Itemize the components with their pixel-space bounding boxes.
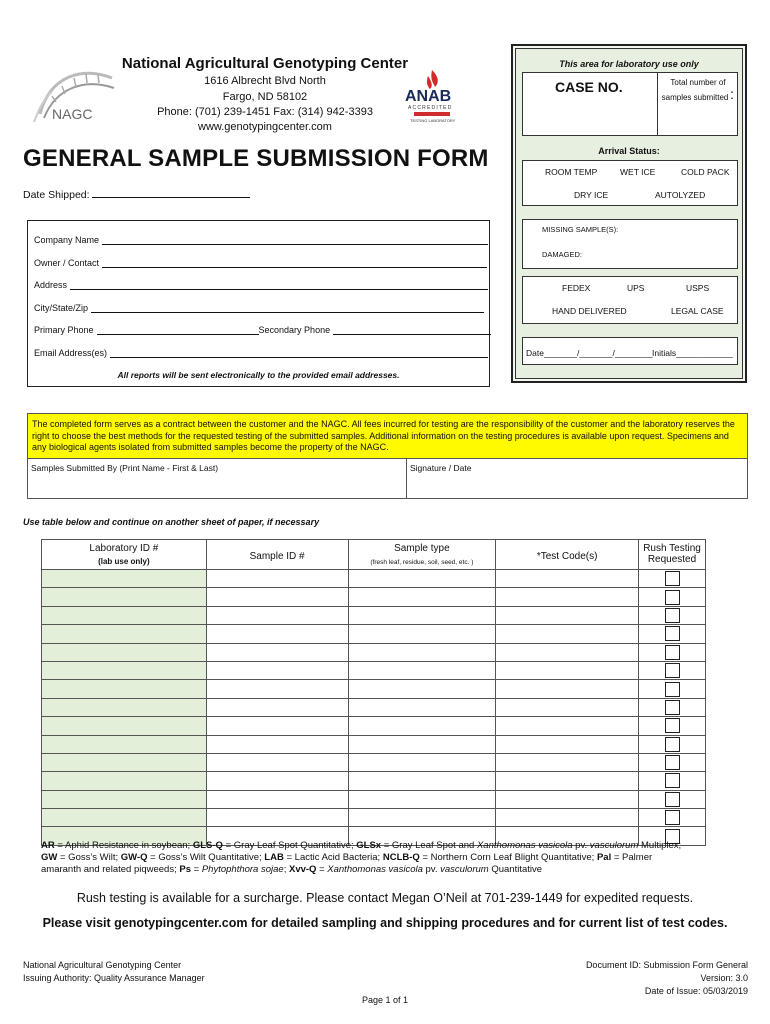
lab-use-heading: This area for laboratory use only [559,59,699,69]
code-gw: GW [41,852,58,864]
sample-id-cell[interactable] [206,643,348,661]
code-sep: ; [283,864,289,876]
secondary-phone-label: Secondary Phone [258,325,331,335]
sample-id-cell[interactable] [206,588,348,606]
code-pal-desc: = Palmer [611,852,653,864]
lab-id-cell[interactable] [42,625,207,643]
table-note: Use table below and continue on another sheet of paper, if necessary [23,517,320,527]
owner-contact-line[interactable] [102,259,487,268]
rush-cell[interactable] [639,772,706,790]
rush-checkbox[interactable] [665,810,680,825]
rush-checkbox[interactable] [665,626,680,641]
lab-id-cell[interactable] [42,809,207,827]
arrival-status-label: Arrival Status: [598,146,660,156]
code-ar: AR [41,840,55,851]
lab-id-cell[interactable] [42,772,207,790]
sample-id-cell[interactable] [206,625,348,643]
col-lab-id-label: Laboratory ID # [89,543,159,554]
test-code-cell[interactable] [496,809,639,827]
rush-checkbox[interactable] [665,718,680,733]
rush-checkbox[interactable] [665,792,680,807]
col-lab-id-sub: (lab use only) [98,557,150,566]
sample-type-cell[interactable] [348,698,496,716]
table-row [42,735,706,753]
code-vasculorum-2: vasculorum [440,864,489,876]
test-code-cell[interactable] [496,588,639,606]
test-code-cell[interactable] [496,698,639,716]
code-pal: Pal [596,852,612,864]
phone-fields[interactable] [34,325,491,335]
test-code-cell[interactable] [496,606,639,624]
rush-checkbox[interactable] [665,773,680,788]
code-glsq: GLS-Q [192,840,223,851]
fedex-option[interactable]: FEDEX [562,283,591,293]
code-glsx: GLSx [356,840,382,851]
rush-cell[interactable] [639,643,706,661]
total-samples-colon: : [730,86,734,102]
case-no-label: CASE NO. [555,79,623,95]
code-vasculorum-1: vasculorum [589,840,639,851]
table-row [42,588,706,606]
primary-phone-label: Primary Phone [34,325,94,335]
submitted-by-label: Samples Submitted By (Print Name - First & Last) [31,463,219,473]
code-glsx-desc: = Gray Leaf Spot and [381,840,477,851]
code-lab: LAB [264,852,284,864]
signature-divider [406,459,407,499]
lab-id-cell[interactable] [42,588,207,606]
test-code-cell[interactable] [496,643,639,661]
missing-samples-label: MISSING SAMPLE(S): [542,225,619,234]
code-xvvq: Xvv-Q [288,864,317,876]
sample-type-cell[interactable] [348,661,496,679]
lab-id-cell[interactable] [42,717,207,735]
legal-case-option[interactable]: LEGAL CASE [671,306,724,316]
lab-id-cell[interactable] [42,570,207,588]
rush-checkbox[interactable] [665,663,680,678]
rush-checkbox[interactable] [665,737,680,752]
sample-type-cell[interactable] [348,588,496,606]
lab-id-cell[interactable] [42,643,207,661]
footer-org: National Agricultural Genotyping Center [23,960,182,970]
test-code-cell[interactable] [496,661,639,679]
code-nclbq-desc: = Northern Corn Leaf Blight Quantitative; [419,852,597,864]
col-sample-type-label: Sample type [394,543,450,554]
table-row [42,698,706,716]
nagc-logo-text: NAGC [52,106,93,122]
col-rush-label-2: Requested [647,554,697,565]
test-code-cell[interactable] [496,735,639,753]
col-lab-id [42,540,207,570]
code-ps-eq: = [191,864,202,876]
lab-id-cell[interactable] [42,735,207,753]
total-samples-label-1: Total number of [670,78,726,87]
test-code-cell[interactable] [496,790,639,808]
address-line[interactable] [70,281,488,290]
sample-type-cell[interactable] [348,809,496,827]
sample-id-cell[interactable] [206,606,348,624]
damaged-label: DAMAGED: [542,250,583,259]
col-sample-id-label: Sample ID # [249,550,305,562]
email-line[interactable] [110,349,488,358]
lab-id-cell[interactable] [42,680,207,698]
visit-note: Please visit genotypingcenter.com for detailed sampling and shipping procedures and for current list of test codes. [42,916,728,930]
contract-notice: The completed form serves as a contract between the customer and the NAGC. All fees incurred for testing are the responsibility of the customer and the laboratory reserves the right to choose the best methods for the requested testing of the submitted samples. Additional information on the testing procedures is available upon request. Specimens and any biological agents isolated from submitted samples become the property of the NAGC. [27,413,748,459]
sample-id-cell[interactable] [206,698,348,716]
anab-testing-lab-text: TESTING LABORATORY [410,118,456,123]
ups-option[interactable]: UPS [627,283,645,293]
lab-id-cell[interactable] [42,753,207,771]
sample-type-cell[interactable] [348,735,496,753]
rush-cell[interactable] [639,753,706,771]
sample-type-cell[interactable] [348,606,496,624]
code-gwq-desc: = Goss’s Wilt Quantitative; [147,852,265,864]
rush-cell[interactable] [639,698,706,716]
wet-ice-option[interactable]: WET ICE [620,167,656,177]
sample-type-cell[interactable] [348,680,496,698]
rush-checkbox[interactable] [665,571,680,586]
date-shipped-line[interactable] [92,188,250,198]
col-sample-type-sub: (fresh leaf, residue, soil, seed, etc. ) [370,559,474,566]
code-quant: Quantitative [488,864,543,876]
col-sample-type [348,540,496,570]
address-label: Address [34,280,68,290]
email-note: All reports will be sent electronically to the provided email addresses. [117,370,400,380]
rush-cell[interactable] [639,625,706,643]
table-header-row [42,540,706,570]
code-ps: Ps [179,864,191,876]
code-ar-desc: = Aphid Resistance in soybean; [54,840,193,851]
rush-checkbox[interactable] [665,700,680,715]
owner-contact-field[interactable] [34,258,487,268]
rush-cell[interactable] [639,809,706,827]
page-number: Page 1 of 1 [361,995,409,1005]
test-code-cell[interactable] [496,772,639,790]
test-code-cell[interactable] [496,680,639,698]
company-name-line[interactable] [102,236,488,245]
table-row [42,606,706,624]
email-label: Email Address(es) [34,348,108,358]
city-state-zip-label: City/State/Zip [34,303,89,313]
sample-id-cell[interactable] [206,735,348,753]
sample-rows [42,570,706,846]
anab-accredited-text: ACCREDITED [408,105,453,111]
total-samples-label-2: samples submitted [661,93,729,102]
owner-contact-label: Owner / Contact [34,258,100,268]
footer-authority: Issuing Authority: Quality Assurance Manager [23,973,205,983]
case-divider [657,72,658,136]
website: www.genotypingcenter.com [198,121,332,133]
code-nclbq: NCLB-Q [382,852,420,864]
rush-checkbox[interactable] [665,645,680,660]
cold-pack-option[interactable]: COLD PACK [681,167,730,177]
company-name-field[interactable] [34,235,488,245]
table-row [42,661,706,679]
code-pv-2: pv. [422,864,441,876]
table-row [42,680,706,698]
dry-ice-option[interactable]: DRY ICE [574,190,609,200]
code-xvvq-eq: = [316,864,328,876]
rush-note: Rush testing is available for a surcharge. Please contact Megan O’Neil at 701-239-1449 for expedited requests. [76,891,694,905]
code-amaranth: amaranth and related piqweeds; [41,864,180,876]
code-gw-desc: = Goss’s Wilt; [57,852,121,864]
sample-type-cell[interactable] [348,772,496,790]
org-name: National Agricultural Genotyping Center [121,55,409,72]
rush-cell[interactable] [639,735,706,753]
table-row [42,772,706,790]
rush-cell[interactable] [639,661,706,679]
lab-id-cell[interactable] [42,606,207,624]
rush-cell[interactable] [639,588,706,606]
nagc-logo [22,66,122,126]
sample-id-cell[interactable] [206,772,348,790]
col-sample-id [206,540,348,570]
sample-type-cell[interactable] [348,753,496,771]
sample-type-cell[interactable] [348,570,496,588]
code-pv-1: pv. [572,840,590,851]
sample-type-cell[interactable] [348,790,496,808]
sample-id-cell[interactable] [206,753,348,771]
email-field[interactable] [34,348,488,358]
signature-date-label: Signature / Date [410,463,472,473]
secondary-phone-line[interactable] [333,326,491,335]
table-row [42,570,706,588]
city-state-zip-line[interactable] [91,304,484,313]
col-rush-label-1: Rush Testing [643,543,701,554]
code-ps-desc: Phytophthora sojae [201,864,284,876]
sample-id-cell[interactable] [206,661,348,679]
address-field[interactable] [34,280,488,290]
rush-cell[interactable] [639,606,706,624]
code-xv-2: Xanthomonas vasicola [327,864,423,876]
sample-id-cell[interactable] [206,790,348,808]
lab-initials-field[interactable]: Initials____________ [652,348,733,358]
form-title: GENERAL SAMPLE SUBMISSION FORM [23,145,489,172]
table-row [42,643,706,661]
sample-id-cell[interactable] [206,680,348,698]
table-row [42,625,706,643]
table-row [42,753,706,771]
sample-type-cell[interactable] [348,717,496,735]
table-row [42,790,706,808]
date-shipped-field[interactable] [23,188,250,201]
phone-line: Phone: (701) 239-1451 Fax: (314) 942-3393 [157,106,373,118]
footer-version: Version: 3.0 [700,973,748,983]
sample-table [41,539,706,846]
code-gwq: GW-Q [120,852,148,864]
anab-logo [402,68,470,124]
usps-option[interactable]: USPS [686,283,710,293]
table-row [42,717,706,735]
footer-issue-date: Date of Issue: 05/03/2019 [644,986,748,996]
city-state-zip-field[interactable] [34,303,484,313]
test-code-cell[interactable] [496,717,639,735]
code-glsq-desc: = Gray Leaf Spot Quantitative; [222,840,357,851]
sample-id-cell[interactable] [206,570,348,588]
sample-id-cell[interactable] [206,717,348,735]
room-temp-option[interactable]: ROOM TEMP [545,167,598,177]
sample-type-cell[interactable] [348,625,496,643]
rush-checkbox[interactable] [665,590,680,605]
autolyzed-option[interactable]: AUTOLYZED [655,190,706,200]
date-shipped-label: Date Shipped: [23,189,90,201]
table-row [42,809,706,827]
lab-id-cell[interactable] [42,790,207,808]
primary-phone-line[interactable] [97,326,259,335]
hand-delivered-option[interactable]: HAND DELIVERED [552,306,627,316]
code-lab-desc: = Lactic Acid Bacteria; [283,852,383,864]
rush-cell[interactable] [639,717,706,735]
sample-type-cell[interactable] [348,643,496,661]
sample-id-cell[interactable] [206,809,348,827]
col-test-code-label: *Test Code(s) [536,550,598,562]
rush-cell[interactable] [639,790,706,808]
rush-checkbox[interactable] [665,755,680,770]
address-line-2: Fargo, ND 58102 [222,91,308,103]
company-name-label: Company Name [34,235,100,245]
rush-cell[interactable] [639,570,706,588]
lab-id-cell[interactable] [42,698,207,716]
test-code-legend [41,840,741,877]
test-code-cell[interactable] [496,570,639,588]
address-line-1: 1616 Albrecht Blvd North [204,75,326,87]
test-code-cell[interactable] [496,625,639,643]
rush-cell[interactable] [639,680,706,698]
lab-date-field[interactable]: Date_______/_______/________ [526,348,653,358]
code-multiplex: Multiplex; [638,840,682,851]
anab-logo-text: ANAB [405,88,452,105]
footer-doc-id: Document ID: Submission Form General [585,960,748,970]
lab-id-cell[interactable] [42,661,207,679]
rush-checkbox[interactable] [665,682,680,697]
test-code-cell[interactable] [496,753,639,771]
col-test-code [496,540,639,570]
col-rush [639,540,706,570]
rush-checkbox[interactable] [665,608,680,623]
code-xv-1: Xanthomonas vasicola [476,840,573,851]
